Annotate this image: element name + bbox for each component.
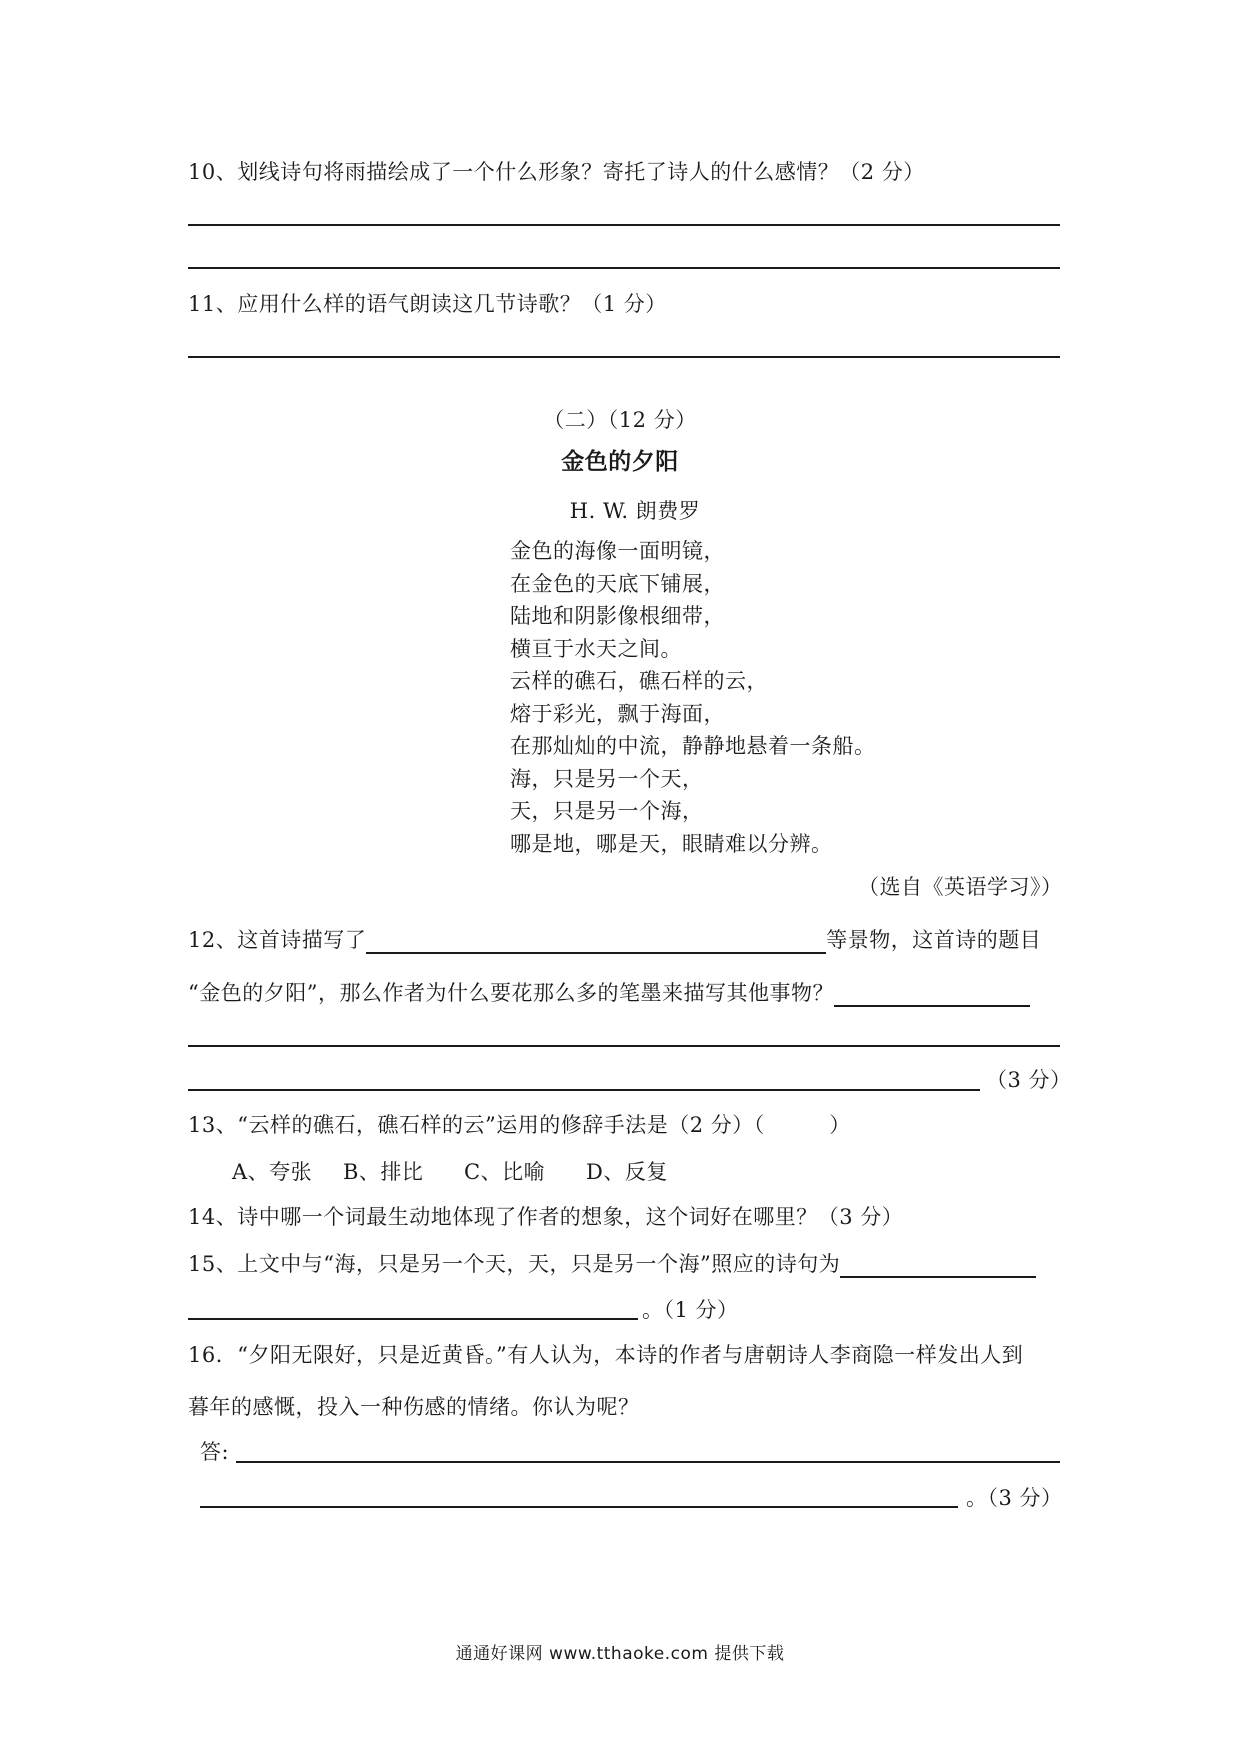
answer-line-10b[interactable] [188, 267, 1060, 269]
poem-line: 在金色的天底下铺展， [510, 571, 725, 596]
blank-12a[interactable] [366, 928, 826, 954]
poem-line: 横亘于水天之间。 [510, 636, 682, 661]
question-12-score: （3 分） [986, 1068, 1072, 1092]
poem-line: 海，只是另一个天， [510, 766, 704, 791]
question-11: 11、应用什么样的语气朗读这几节诗歌？（1 分） [188, 292, 667, 316]
answer-line-16a[interactable] [236, 1461, 1060, 1463]
question-12-part1: 12、这首诗描写了 [188, 928, 367, 952]
question-16-score: 。（3 分） [966, 1486, 1063, 1510]
answer-line-11[interactable] [188, 356, 1060, 358]
poem-author: H. W. 朗费罗 [569, 499, 701, 523]
question-16-line2: 暮年的感慨，投入一种伤感的情绪。你认为呢？ [188, 1395, 640, 1419]
answer-line-12b[interactable] [188, 1089, 980, 1091]
question-15-score: 。（1 分） [642, 1298, 739, 1322]
question-15 [188, 1250, 1036, 1278]
answer-line-10a[interactable] [188, 224, 1060, 226]
section-heading: （二）（12 分） [543, 408, 697, 432]
footer-text: 通通好课网 www.tthaoke.com 提供下载 [455, 1644, 785, 1664]
question-13: 13、“云样的礁石，礁石样的云”运用的修辞手法是（2 分）（ ） [188, 1113, 851, 1137]
poem-line: 金色的海像一面明镜， [510, 539, 725, 563]
answer-line-16b[interactable] [200, 1506, 958, 1508]
poem-line: 云样的礁石，礁石样的云， [510, 669, 768, 693]
option-b[interactable]: B、排比 [343, 1160, 424, 1184]
answer-line-12a[interactable] [188, 1045, 1060, 1047]
question-16-line1: 16．“夕阳无限好，只是近黄昏。”有人认为，本诗的作者与唐朝诗人李商隐一样发出人到 [188, 1343, 1024, 1367]
poem-line: 哪是地，哪是天，眼睛难以分辨。 [510, 831, 833, 856]
poem-line: 天，只是另一个海， [510, 799, 704, 823]
poem-line: 陆地和阴影像根细带， [510, 604, 725, 628]
question-12-line2 [188, 979, 1030, 1007]
poem-title: 金色的夕阳 [561, 449, 679, 475]
blank-15b[interactable] [188, 1318, 638, 1320]
poem-line: 在那灿灿的中流，静静地悬着一条船。 [510, 734, 876, 758]
question-15-text: 15、上文中与“海，只是另一个天，天，只是另一个海”照应的诗句为 [188, 1252, 841, 1276]
question-14: 14、诗中哪一个词最生动地体现了作者的想象，这个词好在哪里？（3 分） [188, 1205, 904, 1229]
blank-12b[interactable] [834, 981, 1030, 1007]
poem-line: 熔于彩光，飘于海面， [510, 701, 725, 726]
poem-body [510, 535, 876, 860]
question-12-part2: 等景物，这首诗的题目 [826, 928, 1042, 952]
question-12 [188, 926, 1041, 954]
blank-15a[interactable] [840, 1252, 1036, 1278]
question-12-line2-text: “金色的夕阳”，那么作者为什么要花那么多的笔墨来描写其他事物？ [188, 981, 834, 1005]
question-10: 10、划线诗句将雨描绘成了一个什么形象？寄托了诗人的什么感情？（2 分） [188, 160, 925, 184]
option-d[interactable]: D、反复 [586, 1160, 668, 1184]
option-a[interactable]: A、夸张 [232, 1160, 313, 1184]
answer-label: 答: [200, 1440, 230, 1464]
option-c[interactable]: C、比喻 [464, 1160, 546, 1184]
poem-source: （选自《英语学习》） [858, 875, 1063, 899]
